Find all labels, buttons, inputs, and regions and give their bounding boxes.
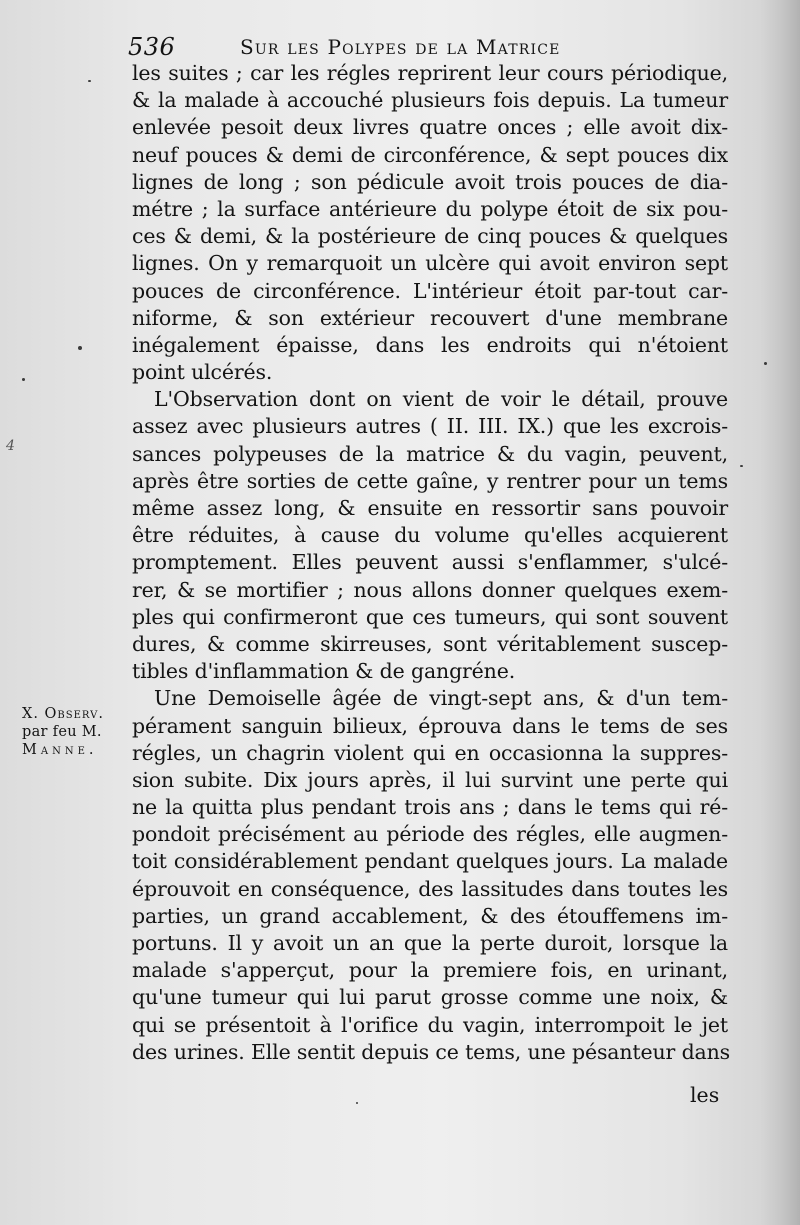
text-line: rer, & se mortifier ; nous allons donner quelques exem-	[132, 577, 728, 602]
catchword: les	[690, 1083, 720, 1107]
text-line: & la malade à accouché plusieurs fois depuis. La tumeur	[132, 88, 728, 113]
margin-note-observation: X. Observ.	[22, 706, 104, 722]
text-line: toit considérablement pendant quelques jours. La malade	[132, 849, 728, 874]
text-line: lignes de long ; son pédicule avoit trois pouces de dia-	[132, 169, 728, 194]
text-line: régles, un chagrin violent qui en occasionna la suppres-	[132, 740, 728, 765]
text-line: qu'une tumeur qui lui parut grosse comme une noix, &	[132, 985, 728, 1010]
text-line: des urines. Elle sentit depuis ce tems, une pésanteur dans	[132, 1039, 731, 1064]
text-line: dures, & comme skirreuses, sont véritablement suscep-	[132, 631, 728, 656]
text-line: être réduites, à cause du volume qu'elles acquierent	[132, 523, 728, 548]
text-line: inégalement épaisse, dans les endroits qui n'étoient	[132, 332, 728, 357]
text-line-paragraph-start: L'Observation dont on vient de voir le détail, prouve	[154, 387, 728, 412]
text-line: sion subite. Dix jours après, il lui survint une perte qui	[132, 767, 728, 792]
text-line: enlevée pesoit deux livres quatre onces ; elle avoit dix-	[132, 115, 728, 140]
text-line: pondoit précisément au période des régles, elle augmen-	[132, 822, 728, 847]
text-line: ples qui confirmeront que ces tumeurs, qui sont souvent	[132, 604, 728, 629]
text-line: ne la quitta plus pendant trois ans ; dans le tems qui ré-	[132, 795, 728, 820]
ink-speck	[740, 465, 743, 467]
ink-speck	[88, 80, 91, 82]
ink-speck	[22, 378, 25, 381]
text-line: sances polypeuses de la matrice & du vagin, peuvent,	[132, 441, 728, 466]
page-number: 536	[128, 33, 176, 61]
text-line: éprouvoit en conséquence, des lassitudes dans toutes les	[132, 876, 728, 901]
ink-speck	[78, 346, 82, 350]
text-line: neuf pouces & demi de circonférence, & sept pouces dix	[132, 142, 728, 167]
ink-speck	[356, 1102, 358, 1104]
running-title: Sur les Polypes de la Matrice	[240, 35, 561, 59]
margin-note-author-name: Manne.	[22, 742, 98, 758]
text-line: parties, un grand accablement, & des étouffemens im-	[132, 903, 728, 928]
text-line-paragraph-end: point ulcérés.	[132, 360, 273, 385]
text-line: niforme, & son extérieur recouvert d'une membrane	[132, 305, 728, 330]
text-line: les suites ; car les régles reprirent leur cours périodique,	[132, 61, 728, 85]
margin-stray-mark: 4	[6, 438, 15, 454]
text-line: après être sorties de cette gaîne, y rentrer pour un tems	[132, 468, 728, 493]
text-line: ces & demi, & la postérieure de cinq pouces & quelques	[132, 224, 728, 249]
margin-note	[22, 705, 130, 759]
text-line: promptement. Elles peuvent aussi s'enflammer, s'ulcé-	[132, 550, 728, 575]
text-line-paragraph-start: Une Demoiselle âgée de vingt-sept ans, & d'un tem-	[154, 686, 728, 711]
text-line: métre ; la surface antérieure du polype étoit de six pou-	[132, 196, 728, 221]
body-text	[132, 60, 731, 1066]
text-line: malade s'apperçut, pour la premiere fois, en urinant,	[132, 958, 728, 983]
ink-speck	[764, 362, 767, 365]
text-line: qui se présentoit à l'orifice du vagin, interrompoit le jet	[132, 1012, 728, 1037]
text-line: assez avec plusieurs autres ( II. III. IX.) que les excrois-	[132, 414, 728, 439]
text-line-paragraph-end: tibles d'inflammation & de gangréne.	[132, 659, 516, 684]
page-shadow	[760, 0, 800, 1225]
text-line: pérament sanguin bilieux, éprouva dans le tems de ses	[132, 713, 728, 738]
text-line: même assez long, & ensuite en ressortir sans pouvoir	[132, 496, 728, 520]
text-line: pouces de circonférence. L'intérieur étoit par-tout car-	[132, 278, 728, 303]
text-line: lignes. On y remarquoit un ulcère qui avoit environ sept	[132, 251, 728, 276]
margin-note-author-prefix: par feu M.	[22, 724, 102, 740]
text-line: portuns. Il y avoit un an que la perte duroit, lorsque la	[132, 931, 728, 955]
page-header	[128, 30, 723, 64]
